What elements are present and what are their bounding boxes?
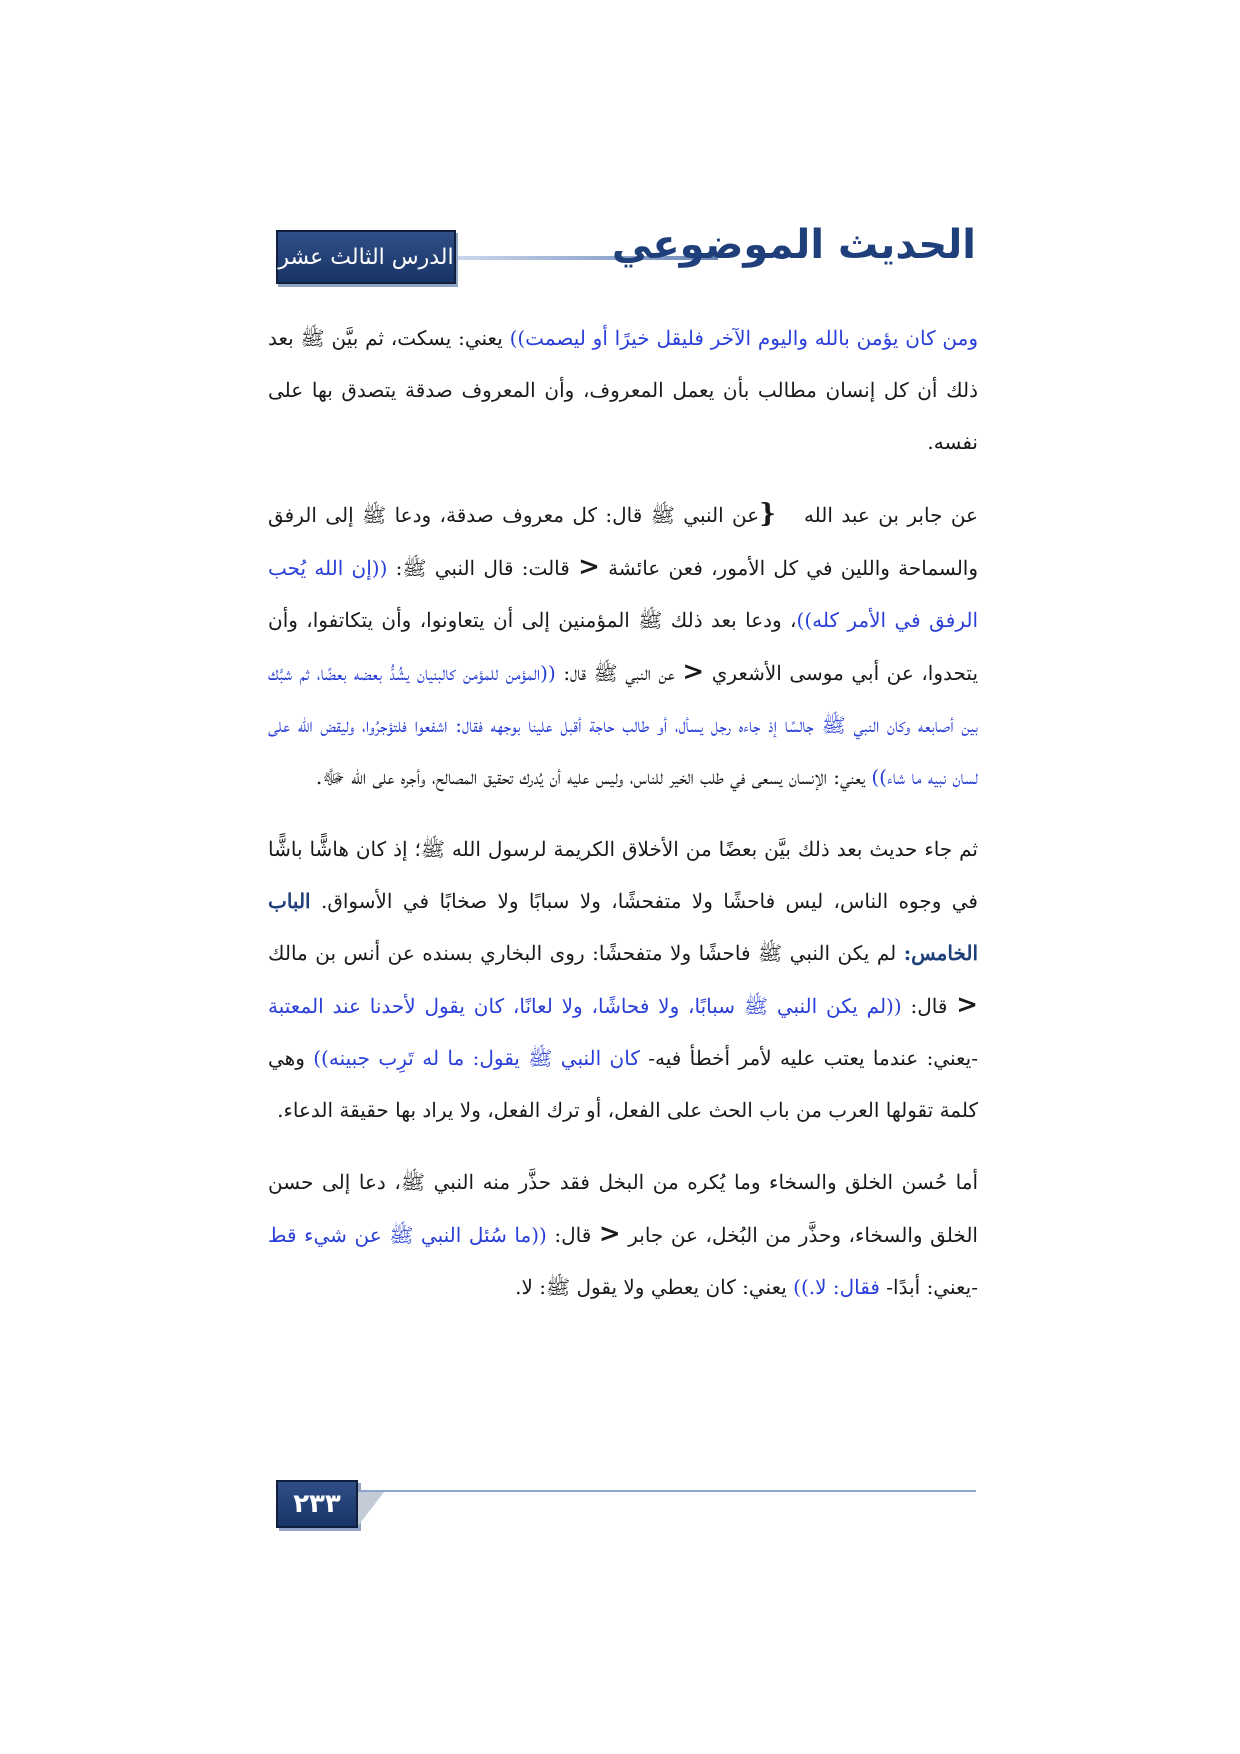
- paragraph-text: قالت: قال النبي ﷺ:: [395, 556, 570, 580]
- hadith-quote: ((إن الله يُحب الرفق في الأمر كله)): [268, 556, 978, 632]
- paragraph-4: [268, 1156, 978, 1313]
- paragraph-3: [268, 823, 978, 1136]
- hadith-quote: ومن كان يؤمن بالله واليوم الآخر فليقل خيرًا أو ليصمت)): [509, 326, 978, 350]
- paragraph-text: يعني: الإنسان يسعى في طلب الخير للناس، وليس عليه أن يُدرك تحقيق المصالح، وأجره على الله ﷻ.: [315, 765, 872, 789]
- paragraph-text: عن النبي ﷺ قال: كل معروف صدقة، ودعا ﷺ إلى الرفق والسماحة واللين في كل الأمور، فعن عائشة: [268, 503, 979, 580]
- hadith-quote: ((لم يكن النبي ﷺ سبابًا، ولا فحاشًا، ولا لعانًا، كان يقول لأحدنا عند المعتبة: [268, 994, 902, 1018]
- paragraph-2: [268, 488, 978, 803]
- honorific-symbol: {: [759, 499, 776, 529]
- section-heading: الباب الخامس:: [268, 889, 978, 965]
- honorific-symbol: <: [956, 990, 979, 1020]
- paragraph-text: قال:: [910, 994, 948, 1018]
- page-number: ٢٣٣: [276, 1480, 358, 1528]
- hadith-quote: ((ما سُئل النبي ﷺ عن شيء قط: [268, 1223, 547, 1247]
- page-content: [268, 312, 978, 1333]
- paragraph-text: عن جابر بن عبد الله: [803, 503, 978, 527]
- paragraph-text: لم يكن النبي ﷺ فاحشًا ولا متفحشًا: روى البخاري بسنده عن أنس بن مالك: [268, 941, 904, 965]
- paragraph-text: أما حُسن الخلق والسخاء وما يُكره من البخل فقد حذَّر منه النبي ﷺ، دعا إلى حسن الخلق والسخاء، وحذَّر من البُخل، عن جابر: [268, 1170, 978, 1247]
- hadith-quote: ((المؤمن للمؤمن كالبنيان يشُدُّ بعضه بعضًا، ثم شبَّك بين أصابعه وكان النبي ﷺ جالسًا إذ جاءه رجل يسأل، أو طالب حاجة أقبل علينا بوجهه فقال: اشفعوا فلتؤجرُوا، وليقض الله على لسان نبيه ما شاء)): [268, 661, 978, 789]
- paragraph-text: عن النبي ﷺ قال:: [563, 661, 675, 685]
- paragraph-text: قال:: [554, 1223, 592, 1247]
- paragraph-text: يعني: يسكت، ثم بيَّن ﷺ بعد ذلك أن كل إنسان مطالب بأن يعمل المعروف، وأن المعروف صدقة يتصدق بها على نفسه.: [268, 326, 978, 454]
- page-title: الحديث الموضوعي: [611, 222, 976, 268]
- lesson-badge: الدرس الثالث عشر: [276, 230, 456, 284]
- paragraph-text: ، ودعا بعد ذلك ﷺ المؤمنين إلى أن يتعاونوا، وأن يتكاتفوا، وأن يتحدوا، عن أبي موسى الأشعري: [268, 608, 979, 685]
- paragraph-1: [268, 312, 978, 468]
- paragraph-text: -يعني: أبدًا-: [879, 1275, 978, 1299]
- paragraph-text: -يعني: عندما يعتب عليه لأمر أخطأ فيه-: [639, 1046, 978, 1070]
- honorific-symbol: <: [578, 552, 600, 582]
- honorific-symbol: <: [682, 657, 705, 687]
- hadith-quote: فقال: لا.)): [793, 1275, 880, 1299]
- footer-rule: [358, 1490, 976, 1492]
- paragraph-text: يعني: كان يعطي ولا يقول ﷺ: لا.: [515, 1275, 794, 1299]
- page-footer: [276, 1480, 976, 1540]
- paragraph-text: وهي كلمة تقولها العرب من باب الحث على الفعل، أو ترك الفعل، ولا يراد بها حقيقة الدعاء.: [268, 1046, 978, 1122]
- hadith-quote: كان النبي ﷺ يقول: ما له تَرِب جبينه)): [313, 1046, 640, 1070]
- page-header: [276, 222, 976, 292]
- honorific-symbol: <: [598, 1219, 621, 1249]
- page-number-tab: [358, 1492, 384, 1526]
- paragraph-text: ثم جاء حديث بعد ذلك بيَّن بعضًا من الأخلاق الكريمة لرسول الله ﷺ؛ إذ كان هاشًّا باشًّا في وجوه الناس، ليس فاحشًا ولا متفحشًا، ولا سبابًا ولا صخابًا في الأسواق.: [268, 837, 978, 913]
